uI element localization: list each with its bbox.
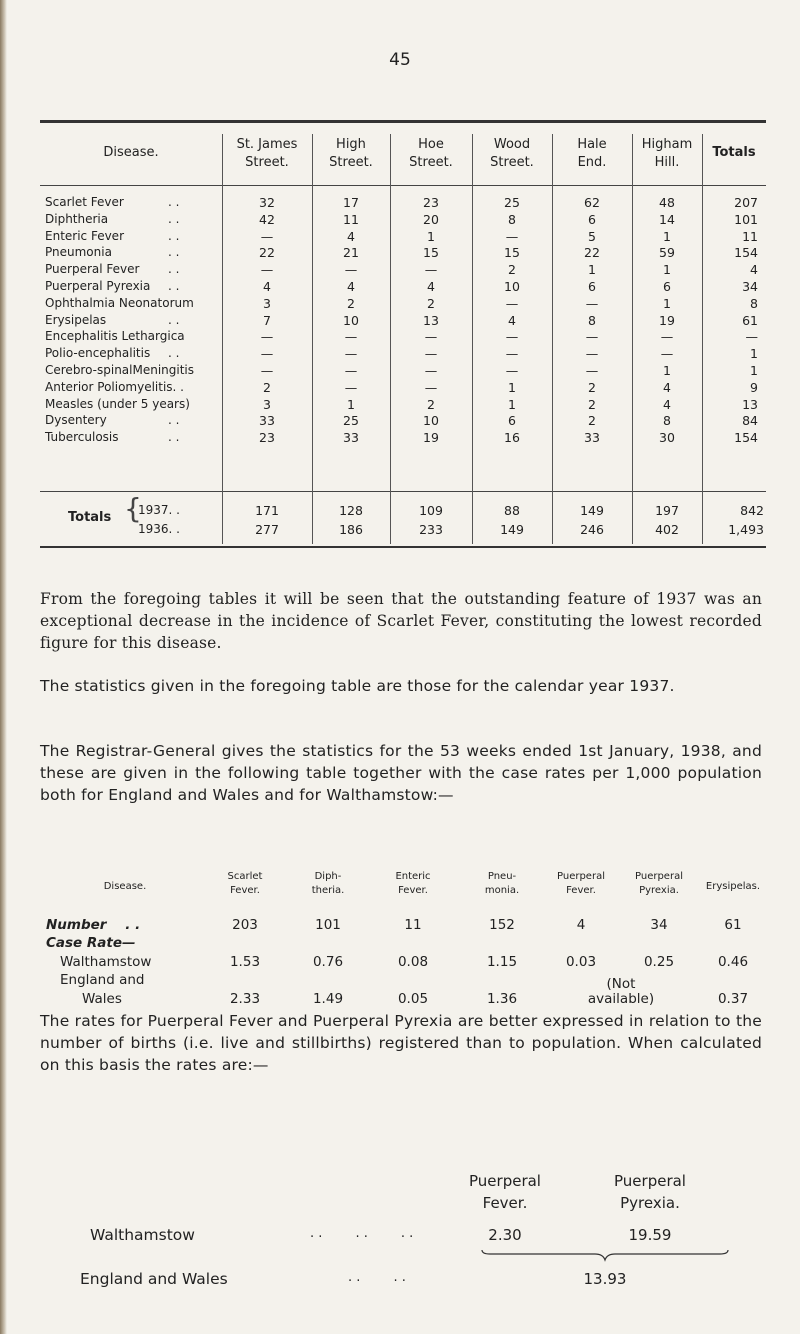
number-row-label: Number . . — [46, 917, 141, 933]
table-cell: 30 — [659, 430, 675, 446]
table-cell: 20 — [423, 211, 439, 227]
table-cell: 11 — [742, 228, 758, 244]
table-cell: 1 — [427, 228, 435, 244]
leader-dots: . . — [168, 413, 180, 428]
paragraph-calendar-year: The statistics given in the foregoing table are those for the calendar year 1937. — [40, 677, 675, 695]
totals-cell: 171 — [255, 503, 279, 518]
rates-cell: 0.03 — [565, 954, 597, 970]
table-cell: 1 — [508, 396, 516, 412]
table-row — [40, 262, 766, 278]
puerperal-pyrexia-header: Puerperal Pyrexia. — [614, 1172, 686, 1212]
rates-cell: 2.33 — [229, 991, 261, 1007]
table-cell: — — [344, 346, 358, 362]
table-cell: 25 — [343, 413, 359, 429]
table-row — [40, 313, 766, 329]
table-row — [40, 212, 766, 228]
table-cell: 11 — [343, 211, 359, 227]
table-row — [40, 296, 766, 312]
header-hale-end: Hale End. — [577, 137, 607, 170]
totals-cell: 277 — [255, 522, 279, 537]
england-wales-combined-rate: 13.93 — [583, 1270, 627, 1288]
disease-name: Enteric Fever — [45, 228, 125, 243]
leader-dots: . . — [168, 262, 180, 277]
totals-cell: 246 — [580, 522, 604, 537]
table-cell: 2 — [427, 295, 435, 311]
table-cell: — — [260, 346, 274, 362]
rates-header-scarlet: Scarlet Fever. — [227, 871, 263, 896]
puerperal-fever-header: Puerperal Fever. — [469, 1172, 541, 1212]
table-cell: — — [424, 346, 438, 362]
table-cell: — — [344, 363, 358, 378]
table-cell: 33 — [584, 430, 600, 446]
totals-cell: 197 — [655, 503, 679, 518]
table-cell: 2 — [588, 413, 596, 429]
england-row-label-2: Wales — [82, 991, 122, 1007]
table-cell: — — [505, 346, 519, 362]
table-row — [40, 363, 766, 379]
page-number: 45 — [389, 50, 411, 70]
table-cell: 4 — [347, 279, 355, 294]
table-cell: 7 — [263, 312, 271, 328]
table-cell: 3 — [263, 396, 271, 412]
england-wales-label: England and Wales . . . . — [80, 1270, 406, 1288]
table-cell: — — [660, 329, 674, 345]
table-cell: 33 — [343, 430, 359, 446]
table-cell: 9 — [750, 379, 758, 395]
table-cell: — — [424, 262, 438, 278]
table-cell: 1 — [750, 346, 758, 362]
totals-row — [40, 522, 766, 538]
table-cell: 61 — [742, 312, 758, 328]
header-hoe-street: Hoe Street. — [409, 137, 453, 170]
table-cell: 15 — [504, 245, 520, 261]
table-cell: — — [585, 363, 599, 378]
totals-year: 1937. . — [138, 503, 180, 517]
totals-cell: 842 — [740, 503, 764, 518]
walthamstow-label: Walthamstow . . . . . . — [90, 1226, 414, 1244]
table-cell: 19 — [423, 430, 439, 446]
table-cell: 6 — [588, 211, 596, 227]
totals-cell: 88 — [504, 503, 520, 518]
table-cell: 10 — [343, 312, 359, 328]
totals-cell: 149 — [580, 503, 604, 518]
table-cell: 5 — [588, 228, 596, 244]
table-cell: 25 — [504, 195, 520, 210]
puerperal-rates-table — [40, 1170, 770, 1320]
totals-cell: 402 — [655, 522, 679, 537]
totals-cell: 149 — [500, 522, 524, 537]
table-cell: 3 — [263, 295, 271, 311]
table-cell: 2 — [347, 295, 355, 311]
table-row — [40, 279, 766, 295]
rates-header-diphtheria: Diph- theria. — [311, 871, 345, 896]
table-cell: 17 — [343, 195, 359, 210]
rates-header-enteric: Enteric Fever. — [395, 871, 431, 896]
table-cell: 4 — [508, 312, 516, 328]
disease-name: Ophthalmia Neonatorum — [45, 295, 194, 310]
not-available-line-2: available) — [587, 991, 655, 1007]
rates-cell: 152 — [489, 917, 515, 933]
table-cell: — — [424, 329, 438, 345]
totals-cell: 186 — [339, 522, 363, 537]
rates-cell: 0.46 — [717, 954, 749, 970]
table-row — [40, 413, 766, 429]
header-st-james: St. James Street. — [236, 137, 298, 170]
table-cell: 1 — [663, 363, 671, 378]
table-cell: — — [344, 379, 358, 395]
table-cell: 1 — [663, 262, 671, 278]
table-row — [40, 346, 766, 362]
table-row — [40, 397, 766, 413]
rates-cell: 0.05 — [397, 991, 429, 1007]
table-cell: 207 — [734, 195, 758, 210]
table-cell: 1 — [663, 295, 671, 311]
rates-cell: 1.53 — [229, 954, 261, 970]
totals-row — [40, 503, 766, 519]
table-cell: 1 — [588, 262, 596, 278]
disease-name: Polio-encephalitis — [45, 346, 151, 361]
disease-name: Measles (under 5 years) — [45, 396, 190, 411]
walthamstow-row-label: Walthamstow — [60, 954, 152, 970]
table-cell: 154 — [734, 430, 758, 446]
table-cell: — — [260, 363, 274, 378]
disease-name: Cerebro-spinalMeningitis — [45, 363, 195, 377]
totals-cell: 109 — [419, 503, 443, 518]
disease-name: Puerperal Pyrexia — [45, 279, 151, 293]
table-cell: — — [424, 379, 438, 395]
rates-header-puerperal-fever: Puerperal Fever. — [557, 871, 605, 896]
table-cell: 8 — [663, 413, 671, 429]
table-cell: 6 — [508, 413, 516, 429]
table-cell: — — [260, 228, 274, 244]
header-wood-street: Wood Street. — [490, 137, 534, 170]
leader-dots: . . — [168, 228, 180, 243]
table-cell: 8 — [508, 211, 516, 227]
table-bottom-rule — [40, 546, 766, 548]
page-edge-shadow — [0, 0, 7, 1334]
table-cell: 13 — [742, 396, 758, 412]
table-cell: 154 — [734, 245, 758, 261]
table-cell: 48 — [659, 195, 675, 210]
disease-name: Puerperal Fever — [45, 262, 140, 277]
table-cell: 2 — [263, 379, 271, 395]
rates-cell: 4 — [576, 917, 586, 933]
table-cell: 4 — [663, 379, 671, 395]
walthamstow-puerperal-fever: 2.30 — [488, 1226, 522, 1244]
table-cell: 4 — [347, 228, 355, 244]
header-totals: Totals — [712, 145, 756, 160]
case-rate-label: Case Rate— — [46, 935, 136, 951]
table-cell: — — [660, 346, 674, 362]
table-cell: 1 — [347, 396, 355, 412]
table-cell: — — [260, 329, 274, 345]
table-cell: — — [505, 363, 519, 378]
table-cell: — — [585, 329, 599, 345]
table-cell: — — [344, 262, 358, 278]
table-cell: 1 — [508, 379, 516, 395]
table-cell: 33 — [259, 413, 275, 429]
totals-rule — [40, 491, 766, 492]
table-cell: 4 — [427, 279, 435, 294]
leader-dots: . . — [168, 245, 180, 260]
table-cell: 4 — [263, 279, 271, 294]
paragraph-puerperal-rates: The rates for Puerperal Fever and Puerperal Pyrexia are better expressed in relation to the number of births (i.e. live and stillbirths) registered than to population. When calculated on this basis the rates are:— — [40, 1012, 762, 1074]
table-cell: 10 — [423, 413, 439, 429]
table-cell: 16 — [504, 430, 520, 446]
header-higham-hill: Higham Hill. — [641, 137, 693, 170]
rates-cell: 11 — [404, 917, 422, 933]
rates-cell: 0.76 — [312, 954, 344, 970]
rates-header-pneumonia: Pneu- monia. — [484, 871, 520, 896]
table-cell: — — [505, 295, 519, 311]
table-cell: — — [344, 329, 358, 345]
rates-cell: 1.49 — [312, 991, 344, 1007]
disease-name: Anterior Poliomyelitis. . — [45, 379, 184, 394]
leader-dots: . . — [168, 430, 180, 445]
table-cell: 62 — [584, 195, 600, 210]
disease-name: Diphtheria — [45, 211, 109, 226]
table-cell: 23 — [423, 195, 439, 210]
not-available-line-1: (Not — [606, 976, 636, 992]
leader-dots: . . — [168, 312, 180, 327]
table-cell: 42 — [259, 211, 275, 227]
rates-cell: 34 — [650, 917, 668, 933]
table-cell: 4 — [750, 262, 758, 278]
table-cell: — — [260, 262, 274, 278]
disease-name: Dysentery — [45, 413, 107, 428]
table-cell: 6 — [588, 279, 596, 294]
combined-rate-brace — [480, 1248, 730, 1262]
table-cell: 22 — [584, 245, 600, 261]
disease-table — [40, 120, 766, 560]
leader-dots: . . — [168, 211, 180, 226]
table-cell: 84 — [742, 413, 758, 429]
table-cell: 4 — [663, 396, 671, 412]
table-cell: 59 — [659, 245, 675, 261]
table-cell: 101 — [734, 211, 758, 227]
table-cell: 23 — [259, 430, 275, 446]
table-cell: 1 — [750, 363, 758, 378]
totals-year: 1936. . — [138, 522, 180, 536]
rates-cell: 203 — [232, 917, 258, 933]
header-rule — [40, 185, 766, 186]
table-cell: — — [745, 329, 758, 345]
disease-name: Scarlet Fever — [45, 195, 124, 209]
rates-cell: 0.37 — [717, 991, 749, 1007]
table-row — [40, 229, 766, 245]
table-cell: — — [505, 228, 519, 244]
disease-name: Pneumonia — [45, 245, 112, 260]
leader-dots: . . — [168, 195, 180, 209]
disease-name: Erysipelas — [45, 312, 107, 327]
leader-dots: . . — [168, 279, 180, 293]
disease-name: Encephalitis Lethargica — [45, 329, 185, 344]
table-cell: 32 — [259, 195, 275, 210]
rates-cell: 1.36 — [486, 991, 518, 1007]
table-row — [40, 430, 766, 446]
walthamstow-puerperal-pyrexia: 19.59 — [628, 1226, 672, 1244]
leader-dots: . . — [168, 346, 180, 361]
table-cell: 21 — [343, 245, 359, 261]
table-top-rule — [40, 120, 766, 123]
table-cell: 2 — [427, 396, 435, 412]
table-row — [40, 380, 766, 396]
header-disease: Disease. — [103, 145, 159, 160]
table-row — [40, 329, 766, 345]
header-high-street: High Street. — [329, 137, 373, 170]
paragraph-outstanding-feature: From the foregoing tables it will be seen that the outstanding feature of 1937 was an exceptional decrease in the incidence of Scarlet Fever, constituting the lowest recorded figure for this disease. — [40, 590, 762, 652]
table-cell: 2 — [588, 396, 596, 412]
table-row — [40, 195, 766, 211]
rates-cell: 0.08 — [397, 954, 429, 970]
table-cell: 2 — [508, 262, 516, 278]
table-cell: — — [424, 363, 438, 378]
england-row-label-1: England and — [60, 972, 145, 988]
table-cell: 10 — [504, 279, 520, 294]
table-cell: 2 — [588, 379, 596, 395]
table-cell: 8 — [750, 295, 758, 311]
table-cell: 13 — [423, 312, 439, 328]
rates-cell: 61 — [724, 917, 742, 933]
disease-name: Tuberculosis — [45, 430, 119, 445]
table-cell: — — [505, 329, 519, 345]
totals-brace: { — [124, 492, 142, 525]
rates-header-erysipelas: Erysipelas. — [705, 881, 761, 892]
table-cell: 34 — [742, 279, 758, 294]
table-row — [40, 245, 766, 261]
rates-header-puerperal-pyrexia: Puerperal Pyrexia. — [635, 871, 683, 896]
table-cell: 1 — [663, 228, 671, 244]
table-cell: — — [585, 346, 599, 362]
table-cell: 19 — [659, 312, 675, 328]
rates-header-disease: Disease. — [103, 881, 147, 892]
table-cell: 15 — [423, 245, 439, 261]
rates-cell: 101 — [315, 917, 341, 933]
totals-cell: 128 — [339, 503, 363, 518]
totals-label: Totals — [68, 510, 112, 525]
paragraph-registrar-general: The Registrar-General gives the statistics for the 53 weeks ended 1st January, 1938, and these are given in the following table together with the case rates per 1,000 population both for England and Wales and for Walthamstow:— — [40, 742, 762, 804]
totals-cell: 233 — [419, 522, 443, 537]
table-cell: 14 — [659, 211, 675, 227]
rates-cell: 1.15 — [486, 954, 518, 970]
table-cell: 6 — [663, 279, 671, 294]
rates-cell: 0.25 — [643, 954, 675, 970]
table-cell: 8 — [588, 312, 596, 328]
table-cell: — — [585, 295, 599, 311]
table-cell: 22 — [259, 245, 275, 261]
totals-cell: 1,493 — [728, 522, 764, 537]
